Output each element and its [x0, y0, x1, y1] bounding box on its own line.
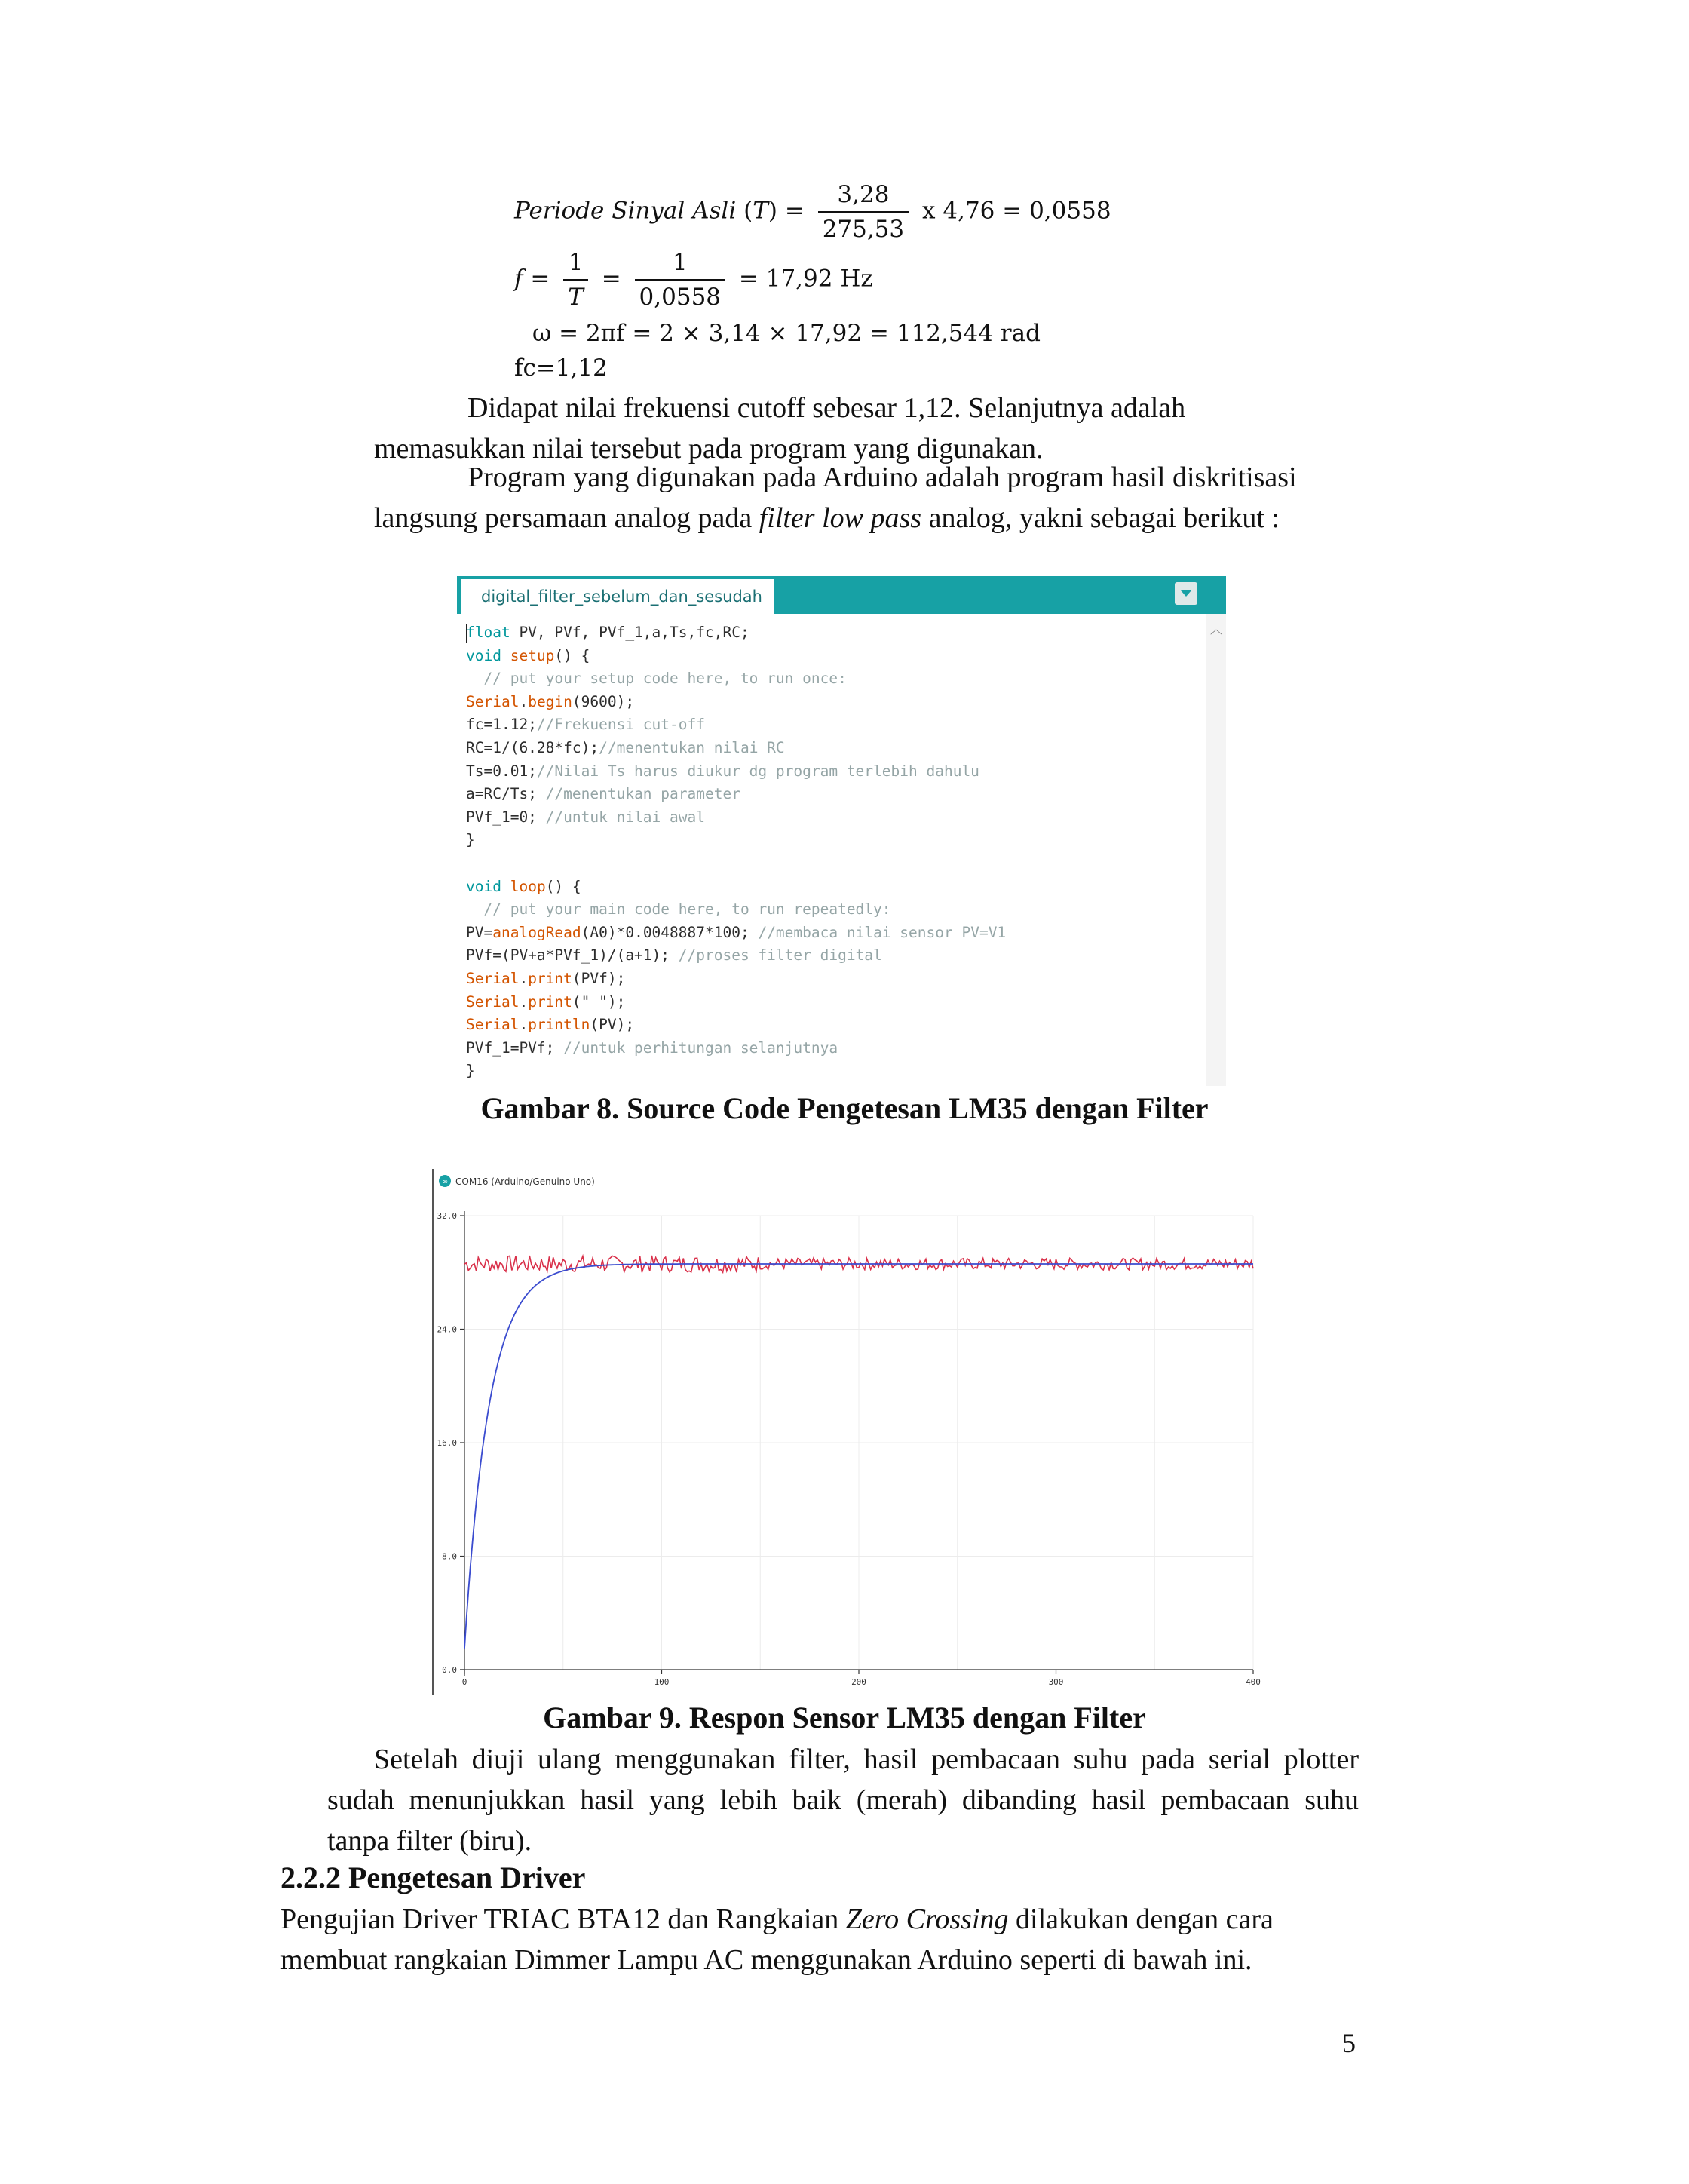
x-tick-label: 100 — [654, 1677, 670, 1687]
code-line — [466, 1037, 1006, 1060]
code-token: PVf_1=PVf; — [466, 1038, 564, 1057]
code-line — [466, 667, 1006, 691]
code-token: //proses filter digital — [678, 946, 882, 965]
code-line — [466, 713, 1006, 737]
freq-num-1: 1 — [563, 249, 588, 281]
code-line — [466, 621, 1006, 645]
paragraph-2-line-2 — [374, 498, 1354, 538]
paragraph-3 — [327, 1739, 1359, 1861]
code-line — [466, 1014, 1006, 1037]
code-block[interactable] — [466, 621, 1006, 1083]
code-token: //untuk nilai awal — [545, 808, 705, 826]
code-token: a=RC/Ts; — [466, 785, 546, 803]
code-token: float — [466, 624, 510, 641]
code-line — [466, 922, 1006, 945]
paragraph-4-line-1 — [280, 1899, 1366, 1940]
paragraph-2-text-b: analog, yakni sebagai berikut : — [921, 502, 1280, 534]
x-tick-label: 0 — [461, 1677, 467, 1687]
paragraph-2 — [374, 457, 1354, 538]
code-token: } — [466, 1062, 475, 1080]
caption-figure-8: Gambar 8. Source Code Pengetesan LM35 dengan Filter — [480, 1091, 1209, 1125]
y-tick-label: 24.0 — [437, 1324, 457, 1335]
code-token — [501, 647, 510, 664]
code-token: Serial — [466, 692, 520, 710]
code-line — [466, 944, 1006, 968]
editor-scrollbar[interactable] — [1206, 614, 1226, 1086]
code-line — [466, 760, 1006, 784]
equation-fc: fc=1,12 — [514, 354, 608, 382]
code-token: //membaca nilai sensor PV=V1 — [758, 923, 1007, 941]
code-token: . — [519, 692, 529, 710]
code-token: //menentukan nilai RC — [599, 738, 785, 756]
paragraph-4-italic: Zero Crossing — [845, 1903, 1009, 1935]
code-token: //menentukan parameter — [545, 785, 740, 803]
code-token: //Nilai Ts harus diukur dg program terlebih dahulu — [536, 762, 979, 780]
editor-tab-bar — [457, 576, 1226, 614]
x-tick-label: 300 — [1048, 1677, 1064, 1687]
code-token: . — [519, 992, 529, 1011]
code-token — [501, 878, 510, 895]
code-line — [466, 876, 1006, 899]
paragraph-4 — [280, 1899, 1366, 1980]
code-token: (A0)*0.0048887*100; — [581, 923, 759, 941]
code-token: (PV); — [590, 1016, 635, 1034]
code-token: (" "); — [572, 992, 626, 1011]
paragraph-4-line-2: membuat rangkaian Dimmer Lampu AC menggunakan Arduino seperti di bawah ini. — [280, 1944, 1252, 1976]
equation-omega: ω = 2πf = 2 × 3,14 × 17,92 = 112,544 rad — [532, 320, 1041, 347]
code-token: PV= — [466, 923, 493, 941]
code-token: setup — [510, 646, 555, 664]
periode-lhs-name: Periode Sinyal Asli — [514, 197, 737, 225]
y-tick-label: 16.0 — [437, 1438, 457, 1448]
code-token: Serial — [466, 969, 520, 987]
code-token: // put your main code here, to run repeatedly: — [466, 900, 891, 919]
code-token: void — [466, 646, 501, 664]
freq-den-1: T — [568, 284, 584, 311]
paragraph-3-line-3: tanpa filter (biru). — [327, 1825, 532, 1857]
paragraph-3-line-1: Setelah diuji ulang menggunakan filter, hasil pembacaan suhu pada serial plotter — [374, 1744, 1359, 1775]
freq-lhs: f — [514, 265, 523, 293]
code-line — [466, 806, 1006, 830]
code-line — [466, 691, 1006, 714]
periode-denominator: 275,53 — [822, 216, 905, 243]
code-line — [466, 645, 1006, 668]
editor-tab[interactable]: digital_filter_sebelum_dan_sesudah — [461, 579, 774, 614]
paragraph-2-italic: filter low pass — [759, 502, 922, 534]
y-tick-label: 32.0 — [437, 1211, 457, 1221]
arduino-logo-glyph: ∞ — [441, 1178, 449, 1186]
code-token: () { — [545, 877, 581, 895]
code-line — [466, 737, 1006, 760]
paragraph-4-text-b: dilakukan dengan cara — [1008, 1903, 1274, 1935]
paragraph-1-line-2: memasukkan nilai tersebut pada program yang digunakan. — [374, 433, 1044, 465]
code-token: . — [519, 969, 529, 987]
code-token: Serial — [466, 1016, 520, 1034]
code-token: () { — [554, 646, 590, 664]
tab-menu-arrow-icon[interactable] — [1175, 582, 1197, 605]
freq-fraction-2 — [635, 249, 725, 311]
periode-lhs-var: T — [753, 197, 768, 225]
code-line — [466, 852, 1006, 876]
paragraph-4-text-a: Pengujian Driver TRIAC BTA12 dan Rangkaian — [280, 1903, 846, 1935]
freq-den-2: 0,0558 — [639, 284, 722, 311]
code-token: analogRead — [492, 923, 581, 941]
x-tick-label: 400 — [1246, 1677, 1261, 1687]
paragraph-1-line-1: Didapat nilai frekuensi cutoff sebesar 1,12. Selanjutnya adalah — [467, 392, 1186, 424]
code-token: loop — [510, 877, 546, 895]
y-tick-label: 8.0 — [442, 1551, 457, 1562]
code-token: } — [466, 831, 475, 849]
code-editor-screenshot — [457, 576, 1226, 1086]
code-token: print — [528, 992, 572, 1011]
section-heading: 2.2.2 Pengetesan Driver — [280, 1860, 586, 1894]
code-token: begin — [528, 692, 572, 710]
code-token: print — [528, 969, 572, 987]
periode-fraction — [818, 181, 909, 243]
plotter-window-title: COM16 (Arduino/Genuino Uno) — [455, 1176, 595, 1187]
code-line — [466, 783, 1006, 806]
code-token: Serial — [466, 992, 520, 1011]
code-token: (PVf); — [572, 969, 626, 987]
code-token: RC=1/(6.28*fc); — [466, 738, 599, 756]
code-line — [466, 968, 1006, 991]
paragraph-2-line-1: Program yang digunakan pada Arduino adalah program hasil diskritisasi — [467, 462, 1297, 493]
code-token: Ts=0.01; — [466, 762, 537, 780]
code-line — [466, 898, 1006, 922]
freq-fraction-1 — [563, 249, 588, 311]
serial-plotter-screenshot — [431, 1169, 1261, 1695]
periode-numerator: 3,28 — [818, 181, 909, 213]
paragraph-2-text-a: langsung persamaan analog pada — [374, 502, 759, 534]
paragraph-3-line-2: sudah menunjukkan hasil yang lebih baik (merah) dibanding hasil pembacaan suhu — [327, 1784, 1359, 1816]
y-tick-label: 0.0 — [442, 1665, 457, 1675]
equation-periode: Periode Sinyal Asli (T) = $\frac{3,28}{275,53}$ x 4,76 = 0,0558 — [514, 181, 1111, 243]
code-token: //Frekuensi cut-off — [536, 716, 705, 734]
equation-frequency: f = $\frac{1}{T}$ = $\frac{1}{0,0558}$ = 17,92 Hz — [514, 249, 873, 311]
caption-figure-9: Gambar 9. Respon Sensor LM35 dengan Filter — [543, 1701, 1146, 1735]
code-token: PVf=(PV+a*PVf_1)/(a+1); — [466, 946, 679, 965]
code-line — [466, 991, 1006, 1014]
plot-axes — [437, 1211, 1261, 1687]
code-token: PVf_1=0; — [466, 808, 546, 826]
periode-rest: x 4,76 = 0,0558 — [922, 197, 1111, 225]
code-token: println — [528, 1016, 590, 1034]
freq-result: = 17,92 Hz — [738, 265, 873, 293]
x-tick-label: 200 — [851, 1677, 866, 1687]
freq-num-2: 1 — [635, 249, 725, 281]
code-token: //untuk perhitungan selanjutnya — [563, 1038, 838, 1057]
serial-plotter-chart — [431, 1169, 1261, 1695]
code-line — [466, 1060, 1006, 1083]
code-token: (9600); — [572, 692, 635, 710]
code-line — [466, 829, 1006, 852]
code-token: void — [466, 877, 501, 895]
scroll-up-icon[interactable]: ︿ — [1209, 622, 1222, 636]
code-token: // put your setup code here, to run once: — [466, 670, 847, 688]
code-token: . — [519, 1016, 529, 1034]
plot-grid — [464, 1216, 1253, 1670]
code-token: PV, PVf, PVf_1,a,Ts,fc,RC; — [510, 624, 749, 641]
code-token: fc=1.12; — [466, 716, 537, 734]
page-number: 5 — [1342, 2028, 1356, 2058]
